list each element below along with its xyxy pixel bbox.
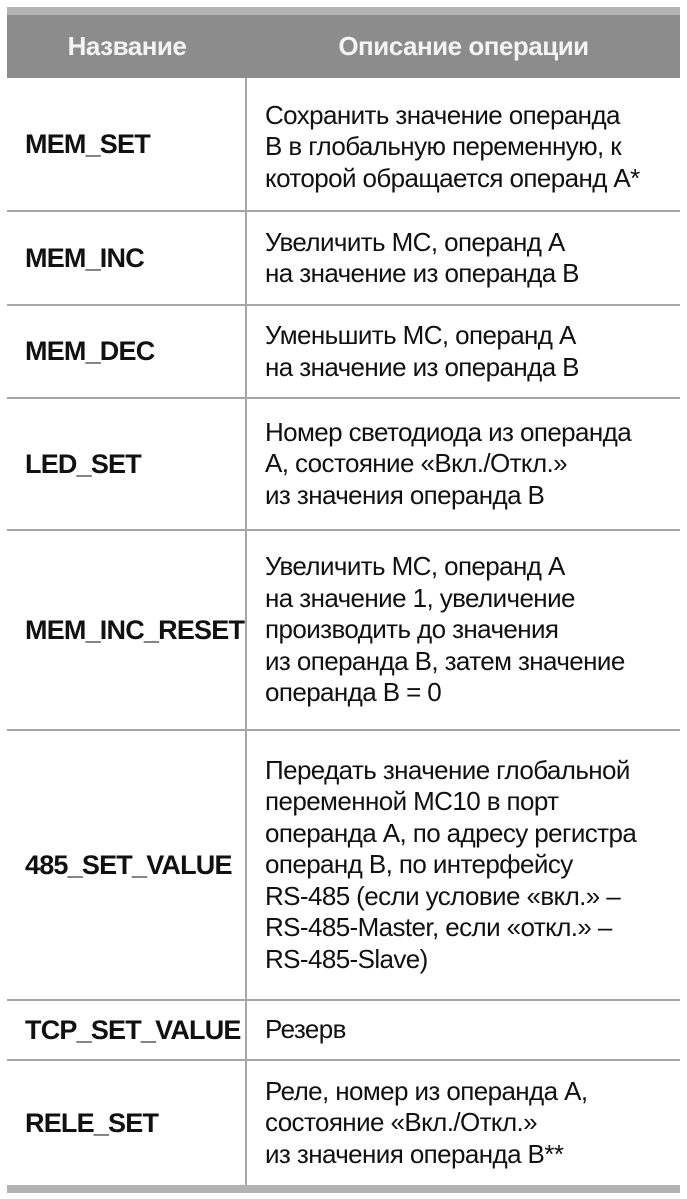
operation-description: Увеличить МС, операнд A на значение 1, увеличение производить до значения из операнда B, затем значение операнда B = 0	[265, 551, 625, 708]
table-row	[7, 531, 680, 731]
table-row	[7, 731, 680, 1001]
operation-name: 485_SET_VALUE	[7, 731, 247, 999]
operation-name: MEM_SET	[7, 78, 247, 210]
operation-description: Уменьшить МС, операнд A на значение из операнда B	[265, 320, 579, 382]
table-row	[7, 399, 680, 531]
table-bottom-rule	[7, 1185, 680, 1193]
operation-name: MEM_INC	[7, 212, 247, 304]
operation-description: Увеличить МС, операнд A на значение из операнда B	[265, 226, 579, 288]
operation-description: Реле, номер из операнда A, состояние «Вкл./Откл.» из значения операнда B**	[265, 1075, 588, 1169]
operation-description: Передать значение глобальной переменной МС10 в порт операнда A, по адресу регистра операнд B, по интерфейсу RS-485 (если условие «вкл.» – RS-485-Master, если «откл.» – RS-485-Slave)	[265, 754, 637, 974]
table-top-rule	[7, 7, 680, 15]
table-header	[7, 15, 680, 78]
operation-description: Номер светодиода из операнда A, состояние «Вкл./Откл.» из значения операнда B	[265, 416, 632, 510]
header-description: Описание операции	[338, 31, 589, 61]
operation-name: RELE_SET	[7, 1061, 247, 1185]
operation-name: LED_SET	[7, 399, 247, 529]
operation-name: TCP_SET_VALUE	[7, 1001, 247, 1059]
table-row	[7, 212, 680, 306]
header-name: Название	[67, 31, 187, 61]
operations-table	[7, 78, 680, 1185]
table-row	[7, 1001, 680, 1061]
table-row	[7, 78, 680, 212]
operation-name: MEM_DEC	[7, 306, 247, 397]
operation-description: Резерв	[265, 1014, 346, 1045]
operation-name: MEM_INC_RESET	[7, 531, 247, 729]
operation-description: Сохранить значение операнда B в глобальную переменную, к которой обращается операнд A*	[265, 99, 640, 193]
table-row	[7, 306, 680, 399]
table-row	[7, 1061, 680, 1185]
